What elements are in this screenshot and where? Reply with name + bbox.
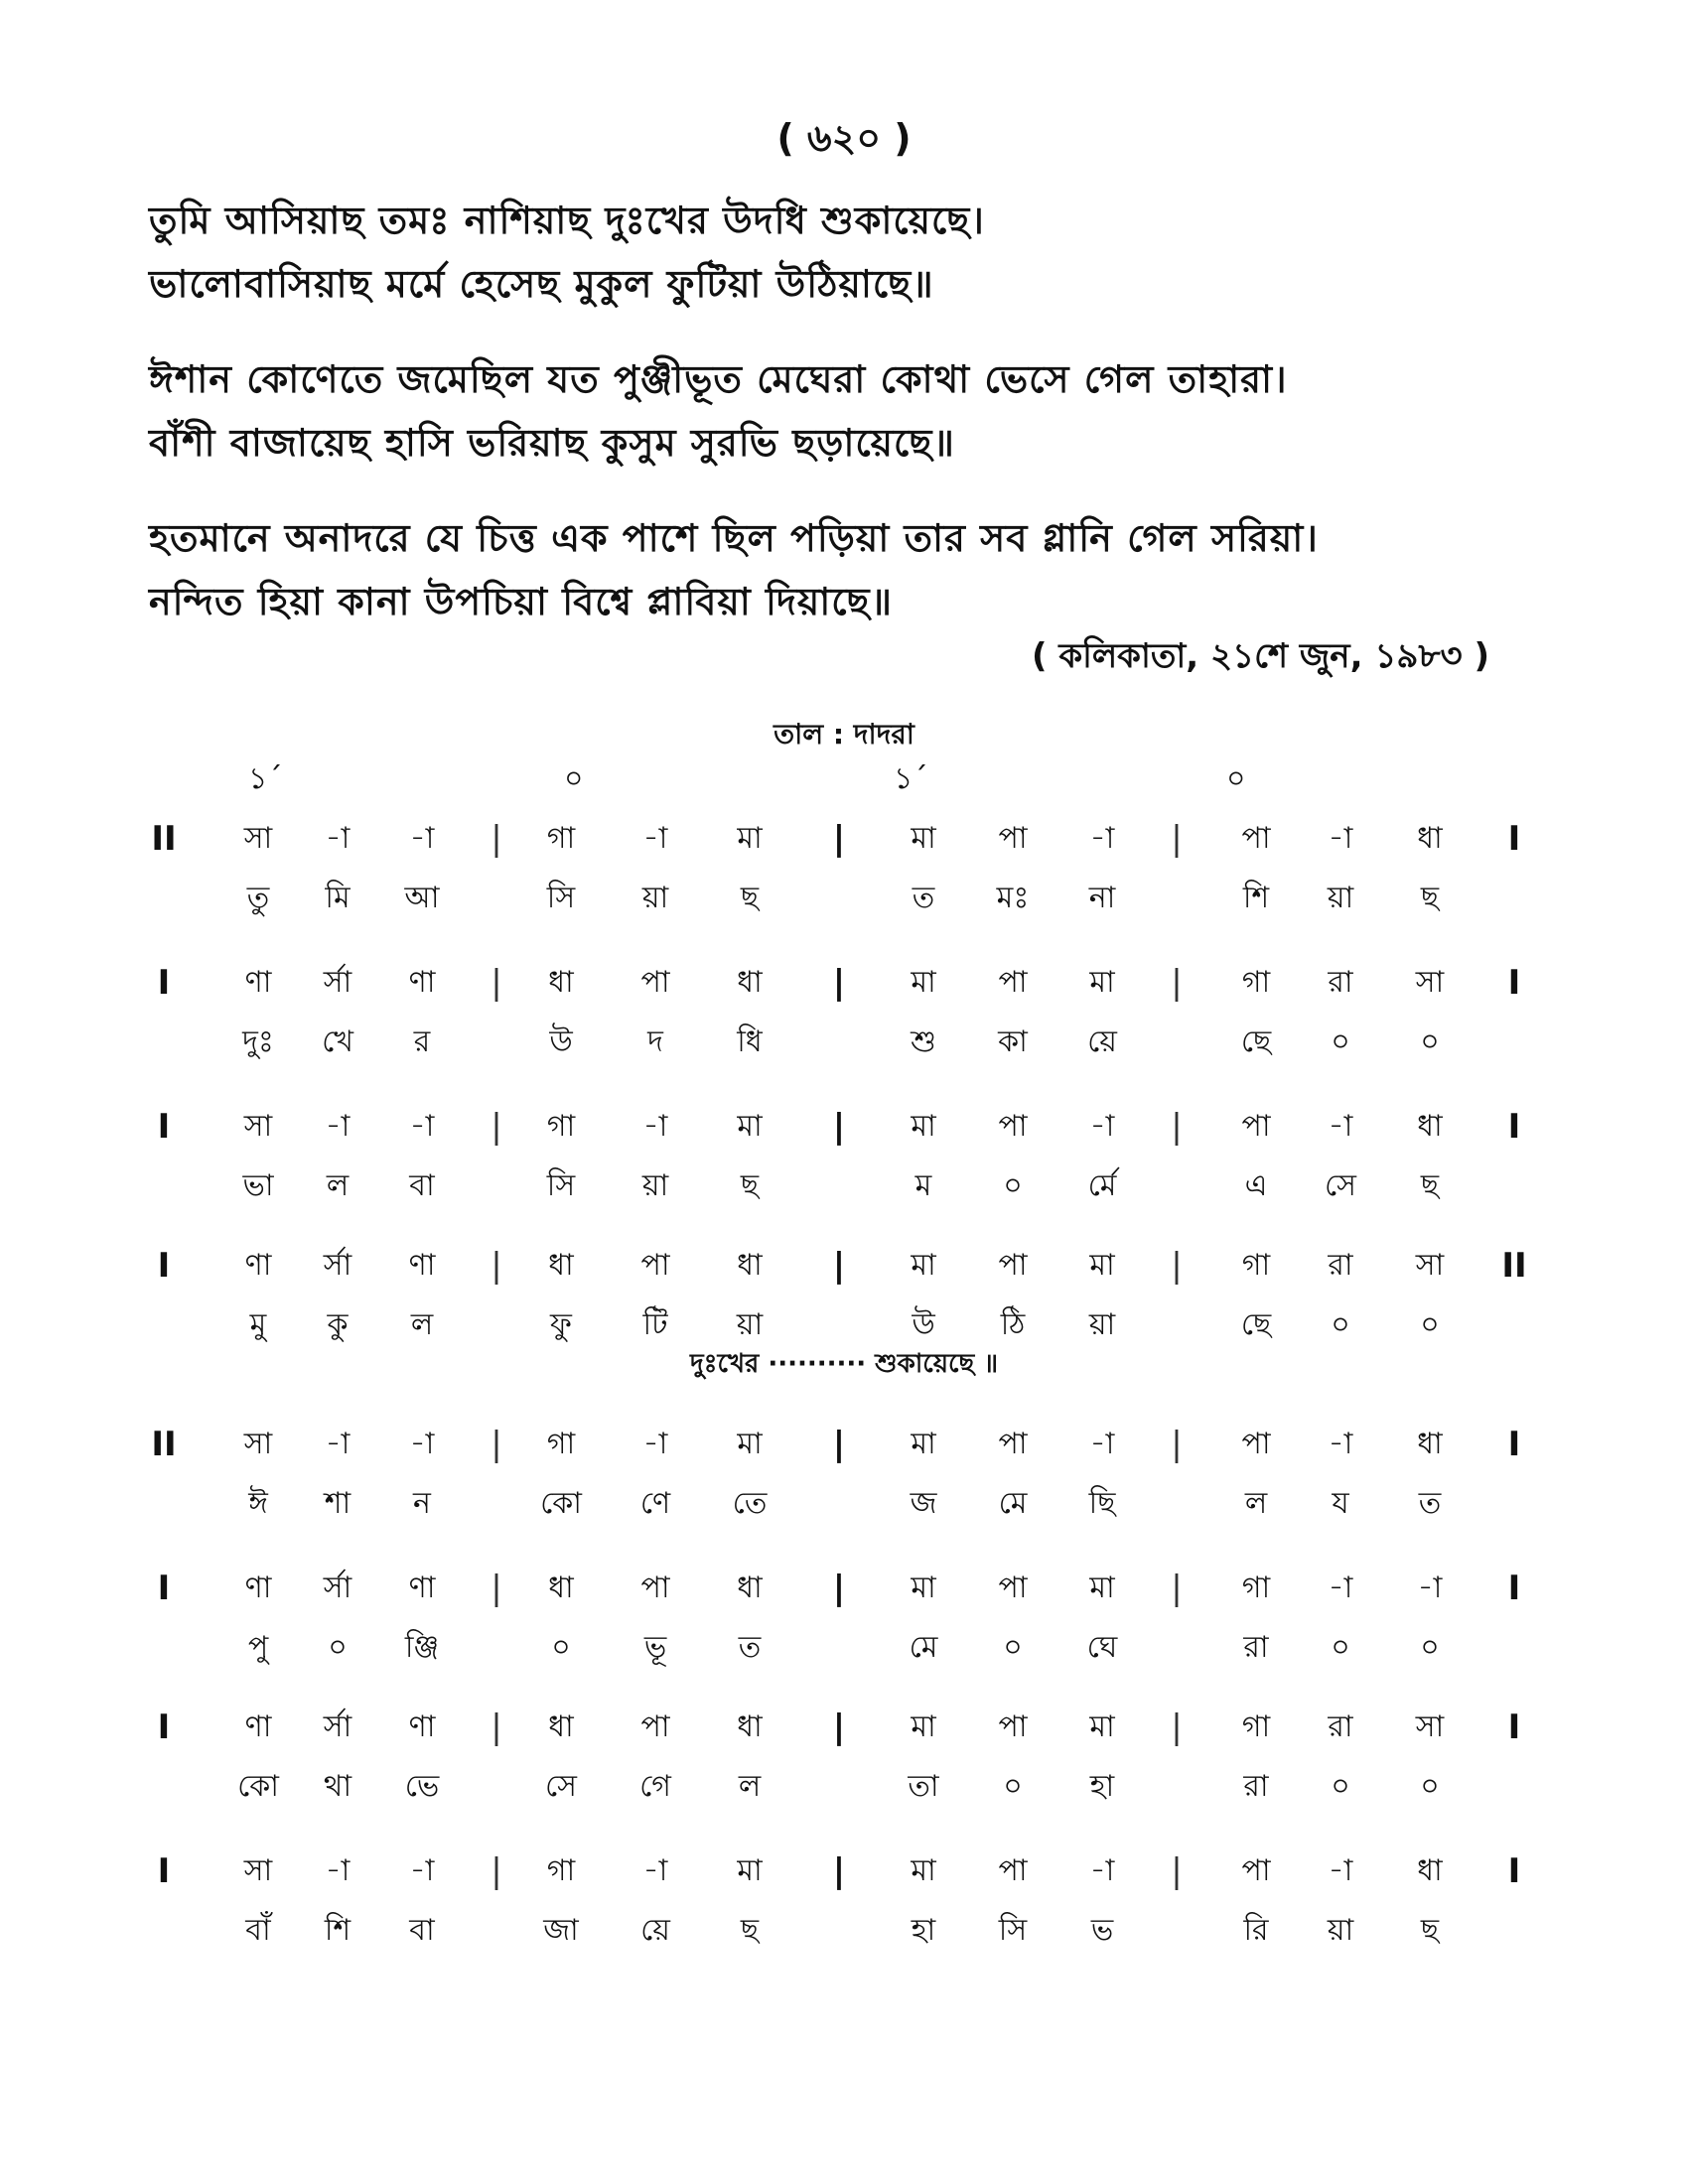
bar-line: | [832, 1425, 846, 1464]
bar-line: | [491, 1425, 502, 1464]
lyric-syllable: গে [639, 1769, 671, 1804]
lyric-syllable: তা [908, 1769, 939, 1804]
swara-note: র্সা [323, 1248, 352, 1283]
dateline: ( কলিকাতা, ২১শে জুন, ১৯৮৩ ) [1031, 636, 1489, 676]
lyric-syllable: কো [237, 1769, 279, 1804]
lyric-syllable: শি [324, 1913, 352, 1948]
swara-note: গা [546, 1853, 576, 1888]
swara-note: পা [640, 1248, 670, 1283]
bar-line: | [1171, 1425, 1183, 1464]
lyric-syllable: ছে [1240, 1024, 1272, 1059]
beat-markers [0, 754, 1688, 804]
swara-note: -া [1328, 1427, 1353, 1461]
lyric-syllable: ০ [1420, 1307, 1440, 1342]
lyric-line: বাঁশী বাজায়েছ হাসি ভরিয়াছ কুসুম সুরভি ছড়ায়েছে॥ [149, 421, 955, 465]
lyric-syllable: ছ [1420, 1168, 1440, 1203]
lyric-line: তুমি আসিয়াছ তমঃ নাশিয়াছ দুঃখের উদধি শুকায়েছে। [149, 199, 985, 242]
bar-line: | [832, 1107, 846, 1147]
swara-note: রা [1328, 1709, 1353, 1744]
lyric-syllable: রা [1243, 1630, 1269, 1665]
swara-note: সা [243, 1427, 273, 1461]
lyric-syllable: মি [325, 881, 351, 915]
bar-line: I [1507, 1569, 1521, 1608]
lyric-row [0, 1479, 1688, 1529]
swara-note: রা [1328, 965, 1353, 1000]
lyric-syllable: জ [910, 1486, 937, 1521]
bar-line: I [157, 1107, 171, 1147]
swara-row [0, 814, 1688, 864]
swara-note: -া [1328, 821, 1353, 856]
lyric-syllable: ত [912, 881, 935, 915]
swara-note: রা [1328, 1248, 1353, 1283]
lyric-syllable: য [1332, 1486, 1349, 1521]
bar-line: | [491, 819, 502, 859]
lyric-syllable: আ [404, 881, 440, 915]
lyric-row [0, 1161, 1688, 1211]
lyric-syllable: য়ে [1087, 1024, 1117, 1059]
bar-line: I [1507, 963, 1521, 1003]
swara-note: পা [1241, 1109, 1271, 1144]
swara-note: মা [737, 1427, 763, 1461]
lyric-syllable: হা [911, 1913, 936, 1948]
swara-note: পা [640, 1709, 670, 1744]
lyric-syllable: ০ [1003, 1630, 1023, 1665]
swara-note: পা [640, 1570, 670, 1605]
swara-note: -া [325, 1427, 351, 1461]
swara-note: ধা [548, 965, 574, 1000]
swara-note: মা [737, 821, 763, 856]
swara-note: মা [911, 1427, 936, 1461]
bar-line: | [491, 1107, 502, 1147]
lyric-syllable: ঠি [1000, 1307, 1026, 1342]
swara-note: ধা [737, 965, 763, 1000]
swara-note: সা [243, 1109, 273, 1144]
swara-note: পা [1241, 1427, 1271, 1461]
bar-line: | [491, 1851, 502, 1891]
swara-row [0, 958, 1688, 1008]
bar-line: | [491, 1569, 502, 1608]
swara-note: র্সা [323, 965, 352, 1000]
lyric-syllable: র্মে [1087, 1168, 1117, 1203]
swara-note: -া [1089, 821, 1115, 856]
beat-marker: ০ [1226, 761, 1246, 796]
lyric-syllable: ম [914, 1168, 932, 1203]
swara-note: ধা [1417, 1427, 1443, 1461]
bar-line: | [491, 1246, 502, 1286]
swara-note: মা [737, 1853, 763, 1888]
swara-note: -া [1417, 1570, 1443, 1605]
lyric-syllable: মঃ [996, 881, 1030, 915]
notation-block [0, 1102, 1688, 1241]
lyric-line: নন্দিত হিয়া কানা উপচিয়া বিশ্বে প্লাবিয়া দিয়াছে॥ [149, 580, 894, 623]
lyric-syllable: ন [413, 1486, 431, 1521]
lyric-syllable: ছ [740, 1168, 760, 1203]
swara-note: মা [1089, 965, 1115, 1000]
lyric-syllable: য়া [1088, 1307, 1116, 1342]
lyric-syllable: দুঃ [242, 1024, 274, 1059]
bar-line: | [1171, 1851, 1183, 1891]
lyrics [149, 189, 1589, 665]
swara-note: -া [1089, 1853, 1115, 1888]
lyric-syllable: ঈ [248, 1486, 268, 1521]
swara-note: গা [546, 1109, 576, 1144]
swara-note: -া [1328, 1853, 1353, 1888]
bar-line: II [151, 819, 177, 859]
lyric-syllable: ০ [328, 1630, 348, 1665]
lyric-syllable: ছি [1088, 1486, 1116, 1521]
swara-note: -া [325, 821, 351, 856]
bar-line: | [1171, 1107, 1183, 1147]
lyric-syllable: য়া [736, 1307, 764, 1342]
swara-note: -া [409, 1109, 435, 1144]
swara-note: পা [998, 821, 1028, 856]
notation-block [0, 1703, 1688, 1842]
swara-note: গা [1241, 1570, 1271, 1605]
swara-note: ণা [244, 965, 272, 1000]
swara-note: মা [1089, 1709, 1115, 1744]
lyric-row [0, 1762, 1688, 1812]
swara-note: -া [409, 1853, 435, 1888]
lyric-syllable: কু [327, 1307, 349, 1342]
bar-line: I [1507, 1707, 1521, 1747]
lyric-syllable: সি [998, 1913, 1028, 1948]
lyric-syllable: য়া [641, 1168, 669, 1203]
lyric-line: ভালোবাসিয়াছ মর্মে হেসেছ মুকুল ফুটিয়া উঠিয়াছে॥ [149, 262, 934, 306]
swara-note: ধা [737, 1709, 763, 1744]
swara-note: মা [1089, 1570, 1115, 1605]
bar-line: | [1171, 1569, 1183, 1608]
bar-line: I [1507, 1107, 1521, 1147]
swara-note: সা [1415, 965, 1445, 1000]
swara-note: পা [1241, 821, 1271, 856]
swara-note: -া [642, 1427, 668, 1461]
lyric-syllable: য়ে [640, 1913, 670, 1948]
swara-note: পা [998, 1109, 1028, 1144]
swara-note: ণা [244, 1709, 272, 1744]
lyric-row [0, 1906, 1688, 1956]
swara-note: পা [1241, 1853, 1271, 1888]
swara-note: ধা [737, 1570, 763, 1605]
swara-row [0, 1102, 1688, 1152]
swara-note: পা [998, 1248, 1028, 1283]
lyric-syllable: ০ [1331, 1307, 1350, 1342]
lyric-syllable: ০ [1420, 1769, 1440, 1804]
lyric-line: হতমানে অনাদরে যে চিত্ত এক পাশে ছিল পড়িয়া তার সব গ্লানি গেল সরিয়া। [149, 516, 1319, 560]
lyric-syllable: ঞ্জি [404, 1630, 440, 1665]
lyric-row [0, 1623, 1688, 1673]
swara-note: গা [1241, 1248, 1271, 1283]
bar-line: I [157, 1851, 171, 1891]
lyric-syllable: সে [545, 1769, 577, 1804]
lyric-syllable: য়া [641, 881, 669, 915]
bar-line: I [157, 963, 171, 1003]
notation-block [0, 1564, 1688, 1703]
lyric-syllable: ০ [1420, 1630, 1440, 1665]
lyric-syllable: উ [912, 1307, 935, 1342]
swara-note: গা [1241, 965, 1271, 1000]
notation-block [0, 814, 1688, 953]
swara-note: ধা [548, 1570, 574, 1605]
lyric-syllable: রা [1243, 1769, 1269, 1804]
lyric-syllable: কা [998, 1024, 1028, 1059]
lyric-syllable: য়া [1327, 1913, 1354, 1948]
lyric-syllable: ০ [1003, 1769, 1023, 1804]
swara-note: ণা [244, 1248, 272, 1283]
swara-note: ধা [1417, 821, 1443, 856]
swara-note: পা [998, 1709, 1028, 1744]
lyric-syllable: তে [732, 1486, 768, 1521]
lyric-syllable: মে [998, 1486, 1028, 1521]
lyric-syllable: ০ [1420, 1024, 1440, 1059]
lyric-syllable: খে [322, 1024, 353, 1059]
lyric-syllable: ০ [1331, 1769, 1350, 1804]
lyric-syllable: দ [647, 1024, 663, 1059]
notation-block [0, 1846, 1688, 1985]
bar-line: | [832, 1707, 846, 1747]
swara-note: ধা [1417, 1109, 1443, 1144]
lyric-syllable: ছ [1420, 1913, 1440, 1948]
lyric-syllable: ত [738, 1630, 762, 1665]
bar-line: I [157, 1246, 171, 1286]
swara-note: সা [243, 821, 273, 856]
swara-note: -া [409, 821, 435, 856]
lyric-syllable: বা [409, 1168, 435, 1203]
stanza [149, 189, 1589, 316]
swara-note: সা [1415, 1709, 1445, 1744]
lyric-syllable: ধি [737, 1024, 763, 1059]
beat-marker: ১´ [248, 761, 283, 796]
swara-note: -া [642, 821, 668, 856]
lyric-syllable: য়া [1327, 881, 1354, 915]
swara-note: মা [911, 821, 936, 856]
beat-marker: ০ [564, 761, 584, 796]
lyric-syllable: শা [324, 1486, 352, 1521]
lyric-syllable: সি [546, 881, 576, 915]
refrain-note: দুঃখের ·········· শুকায়েছে ॥ [689, 1349, 999, 1379]
lyric-syllable: থা [323, 1769, 352, 1804]
swara-note: -া [1328, 1109, 1353, 1144]
lyric-syllable: টি [642, 1307, 668, 1342]
swara-note: পা [998, 1570, 1028, 1605]
lyric-line: ঈশান কোণেতে জমেছিল যত পুঞ্জীভূত মেঘেরা কোথা ভেসে গেল তাহারা। [149, 357, 1288, 401]
swara-row [0, 1564, 1688, 1613]
lyric-row [0, 874, 1688, 923]
lyric-syllable: ত [1418, 1486, 1442, 1521]
bar-line: I [1507, 819, 1521, 859]
swara-note: -া [1089, 1109, 1115, 1144]
lyric-row [0, 1018, 1688, 1067]
lyric-syllable: ফু [550, 1307, 572, 1342]
swara-note: -া [325, 1853, 351, 1888]
swara-row [0, 1703, 1688, 1752]
swara-note: -া [409, 1427, 435, 1461]
bar-line: I [1507, 1425, 1521, 1464]
swara-note: মা [911, 1248, 936, 1283]
lyric-syllable: এ [1244, 1168, 1268, 1203]
lyric-syllable: রি [1243, 1913, 1269, 1948]
swara-note: ণা [408, 965, 436, 1000]
lyric-syllable: ভা [242, 1168, 274, 1203]
stanza [149, 506, 1589, 633]
swara-note: পা [998, 1427, 1028, 1461]
tala-heading: তাল : দাদরা [774, 718, 914, 751]
lyric-syllable: শু [911, 1024, 936, 1059]
bar-line: | [491, 963, 502, 1003]
swara-note: সা [1415, 1248, 1445, 1283]
swara-note: সা [243, 1853, 273, 1888]
lyric-syllable: না [1088, 881, 1116, 915]
lyric-syllable: ভূ [643, 1630, 667, 1665]
swara-row [0, 1241, 1688, 1291]
lyric-syllable: ল [410, 1307, 434, 1342]
lyric-syllable: র [413, 1024, 431, 1059]
page-number: ( ৬২০ ) [776, 116, 912, 160]
lyric-syllable: ল [738, 1769, 762, 1804]
notation-block [0, 1420, 1688, 1559]
lyric-syllable: সি [546, 1168, 576, 1203]
swara-note: ণা [244, 1570, 272, 1605]
swara-note: গা [1241, 1709, 1271, 1744]
bar-line: | [1171, 1707, 1183, 1747]
bar-line: I [1507, 1851, 1521, 1891]
lyric-syllable: জা [543, 1913, 579, 1948]
bar-line: | [832, 1246, 846, 1286]
swara-note: মা [911, 1109, 936, 1144]
swara-note: মা [911, 965, 936, 1000]
swara-row [0, 1420, 1688, 1469]
swara-note: পা [640, 965, 670, 1000]
swara-note: পা [998, 1853, 1028, 1888]
stanza [149, 347, 1589, 475]
swara-note: -া [642, 1109, 668, 1144]
swara-note: র্সা [323, 1709, 352, 1744]
swara-note: মা [1089, 1248, 1115, 1283]
lyric-syllable: পু [247, 1630, 269, 1665]
lyric-syllable: মে [909, 1630, 938, 1665]
swara-note: গা [546, 1427, 576, 1461]
lyric-syllable: কো [540, 1486, 582, 1521]
swara-note: ধা [548, 1709, 574, 1744]
lyric-syllable: ছ [1420, 881, 1440, 915]
lyric-syllable: তু [246, 881, 270, 915]
swara-note: মা [911, 1709, 936, 1744]
lyric-syllable: ঘে [1086, 1630, 1118, 1665]
lyric-syllable: ছ [740, 881, 760, 915]
lyric-syllable: বাঁ [245, 1913, 271, 1948]
bar-line: I [157, 1707, 171, 1747]
bar-line: | [832, 1851, 846, 1891]
bar-line: | [832, 819, 846, 859]
bar-line: | [1171, 963, 1183, 1003]
lyric-syllable: বা [409, 1913, 435, 1948]
notation-block [0, 958, 1688, 1097]
lyric-syllable: ল [326, 1168, 350, 1203]
swara-note: মা [911, 1853, 936, 1888]
lyric-syllable: ল [1244, 1486, 1268, 1521]
lyric-syllable: ০ [1003, 1168, 1023, 1203]
swara-note: ধা [548, 1248, 574, 1283]
bar-line: I [157, 1569, 171, 1608]
bar-line: | [1171, 819, 1183, 859]
swara-note: -া [642, 1853, 668, 1888]
swara-note: -া [1328, 1570, 1353, 1605]
bar-line: | [832, 963, 846, 1003]
swara-note: -া [1089, 1427, 1115, 1461]
beat-marker: ১´ [894, 761, 928, 796]
lyric-syllable: মু [249, 1307, 267, 1342]
lyric-syllable: হা [1089, 1769, 1115, 1804]
swara-note: ধা [1417, 1853, 1443, 1888]
bar-line: | [832, 1569, 846, 1608]
swara-note: গা [546, 821, 576, 856]
swara-note: ণা [408, 1248, 436, 1283]
lyric-syllable: ভ [1090, 1913, 1114, 1948]
bar-line: | [1171, 1246, 1183, 1286]
swara-row [0, 1846, 1688, 1896]
lyric-syllable: ছ [740, 1913, 760, 1948]
lyric-syllable: ণে [639, 1486, 671, 1521]
swara-note: পা [998, 965, 1028, 1000]
swara-note: ণা [408, 1709, 436, 1744]
lyric-syllable: উ [549, 1024, 573, 1059]
swara-note: -া [325, 1109, 351, 1144]
bar-line: II [151, 1425, 177, 1464]
swara-note: মা [911, 1570, 936, 1605]
lyric-syllable: ০ [551, 1630, 571, 1665]
lyric-syllable: ০ [1331, 1024, 1350, 1059]
lyric-syllable: ভে [404, 1769, 440, 1804]
lyric-syllable: ০ [1331, 1630, 1350, 1665]
swara-note: ধা [737, 1248, 763, 1283]
lyric-syllable: শি [1242, 881, 1270, 915]
swara-note: মা [737, 1109, 763, 1144]
swara-note: র্সা [323, 1570, 352, 1605]
bar-line: II [1501, 1246, 1527, 1286]
lyric-syllable: ছে [1240, 1307, 1272, 1342]
lyric-syllable: সে [1325, 1168, 1356, 1203]
bar-line: | [491, 1707, 502, 1747]
swara-note: ণা [408, 1570, 436, 1605]
